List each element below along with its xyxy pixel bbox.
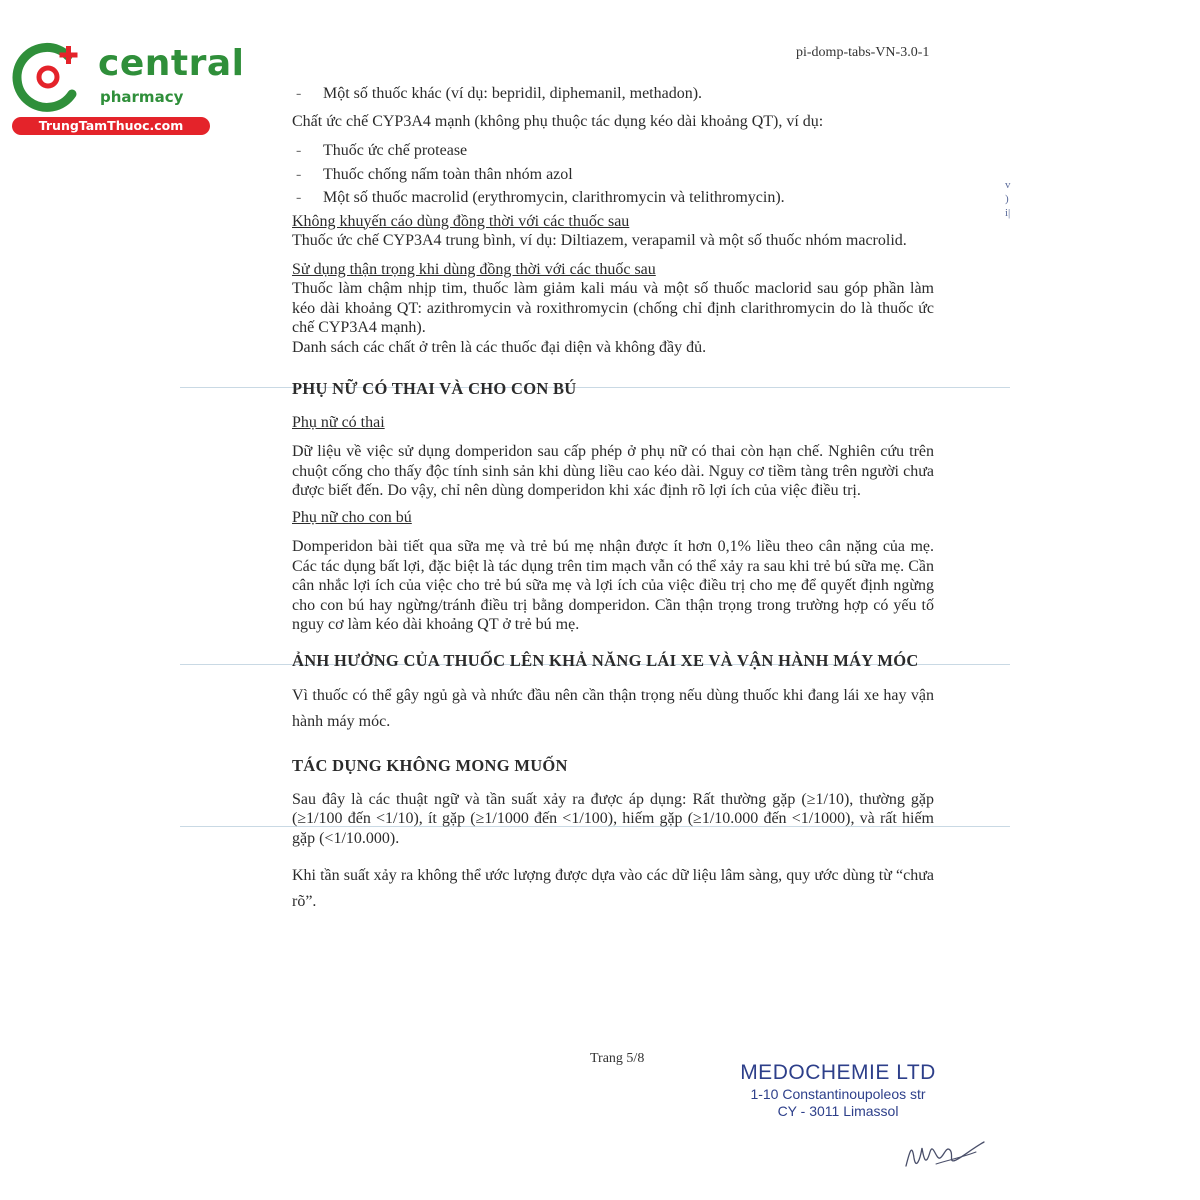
logo-url-badge: TrungTamThuoc.com — [12, 117, 210, 135]
list-item-text: Một số thuốc khác (ví dụ: bepridil, diphemanil, methadon). — [323, 85, 703, 102]
list-item-text: Thuốc ức chế protease — [323, 142, 468, 159]
stamp-address-line-1: 1-10 Constantinoupoleos str — [750, 1086, 926, 1102]
bullet-dash: - — [296, 189, 302, 206]
page-number: Trang 5/8 — [590, 1051, 645, 1066]
paragraph: Dữ liệu về việc sử dụng domperidon sau cấp phép ở phụ nữ có thai còn hạn chế. Nghiên cứu trên chuột cống cho thấy độc tính sinh sản khi dùng liều cao kéo dài. Nguy cơ tiềm tàng trên người chưa được biết đến. Do vậy, chỉ nên dùng domperidon khi xác định rõ lợi ích của việc điều trị. — [292, 443, 934, 499]
subsection-title: Sử dụng thận trọng khi dùng đồng thời với các thuốc sau — [292, 260, 656, 278]
logo-sub-text: pharmacy — [100, 88, 184, 106]
stamp-address-line-2: CY - 3011 Limassol — [777, 1103, 899, 1119]
paragraph: Danh sách các chất ở trên là các thuốc đại diện và không đầy đủ. — [292, 338, 707, 356]
margin-marks — [1005, 178, 1011, 220]
paragraph: Khi tần suất xảy ra không thể ước lượng được dựa vào các dữ liệu lâm sàng, quy ước dùng từ “chưa rõ”. — [292, 867, 934, 910]
company-stamp — [738, 1060, 938, 1120]
section-heading: PHỤ NỮ CÓ THAI VÀ CHO CON BÚ — [292, 379, 577, 398]
paragraph: Thuốc ức chế CYP3A4 trung bình, ví dụ: Diltiazem, verapamil và một số thuốc nhóm macrolid. — [292, 232, 907, 249]
document-body — [292, 84, 934, 915]
list-item — [292, 84, 934, 104]
paragraph: Domperidon bài tiết qua sữa mẹ và trẻ bú mẹ nhận được ít hơn 0,1% liều theo cân nặng của mẹ. Các tác dụng bất lợi, đặc biệt là tác dụng trên tim mạch vẫn có thể xảy ra sau khi trẻ bú sữa mẹ. Cần cân nhắc lợi ích của việc cho trẻ bú sữa mẹ và lợi ích của việc điều trị cho mẹ để quyết định ngừng cho con bú hay ngừng/tránh điều trị bằng domperidon. Cần thận trọng trong trường hợp có yếu tố nguy cơ làm kéo dài khoảng QT ở trẻ bú mẹ. — [292, 538, 934, 633]
list-item — [292, 141, 934, 161]
stamp-company: MEDOCHEMIE LTD — [740, 1061, 936, 1084]
margin-mark: ) — [1005, 193, 1009, 205]
section-heading: TÁC DỤNG KHÔNG MONG MUỐN — [292, 756, 568, 775]
bullet-dash: - — [296, 142, 302, 159]
paragraph: Thuốc làm chậm nhịp tim, thuốc làm giảm kali máu và một số thuốc maclorid sau góp phần làm kéo dài khoảng QT: azithromycin và roxithromycin (chống chỉ định clarithromycin do là thuốc ức chế CYP3A4 mạnh). — [292, 280, 934, 336]
margin-mark: i| — [1005, 207, 1011, 219]
subsection-title: Phụ nữ cho con bú — [292, 508, 412, 526]
section-heading: ẢNH HƯỞNG CỦA THUỐC LÊN KHẢ NĂNG LÁI XE VÀ VẬN HÀNH MÁY MÓC — [292, 650, 919, 670]
bullet-dash: - — [296, 85, 302, 102]
subsection-title: Phụ nữ có thai — [292, 413, 385, 431]
list-item-text: Thuốc chống nấm toàn thân nhóm azol — [323, 165, 573, 183]
paragraph: Vì thuốc có thể gây ngủ gà và nhức đầu nên cần thận trọng nếu dùng thuốc khi đang lái xe hay vận hành máy móc. — [292, 687, 934, 730]
list-item-text: Một số thuốc macrolid (erythromycin, clarithromycin và telithromycin). — [323, 189, 785, 206]
pharmacy-logo-icon — [10, 36, 90, 116]
document-code: pi-domp-tabs-VN-3.0-1 — [796, 45, 930, 60]
bullet-dash: - — [296, 165, 302, 183]
central-pharmacy-logo[interactable] — [10, 36, 245, 136]
list-item — [292, 188, 934, 208]
logo-brand-text: central — [98, 43, 245, 84]
subsection-title: Không khuyến cáo dùng đồng thời với các thuốc sau — [292, 212, 630, 230]
list-item — [292, 165, 934, 185]
margin-mark: v — [1005, 179, 1011, 191]
paragraph: Chất ức chế CYP3A4 mạnh (không phụ thuộc tác dụng kéo dài khoảng QT), ví dụ: — [292, 112, 824, 130]
handwritten-signature — [900, 1130, 990, 1175]
paragraph: Sau đây là các thuật ngữ và tần suất xảy ra được áp dụng: Rất thường gặp (≥1/10), thường gặp (≥1/100 đến <1/10), ít gặp (≥1/1000 đến <1/100), hiếm gặp (≥1/10.000 đến <1/1000), và rất hiếm gặp (<1/10.000). — [292, 790, 934, 847]
